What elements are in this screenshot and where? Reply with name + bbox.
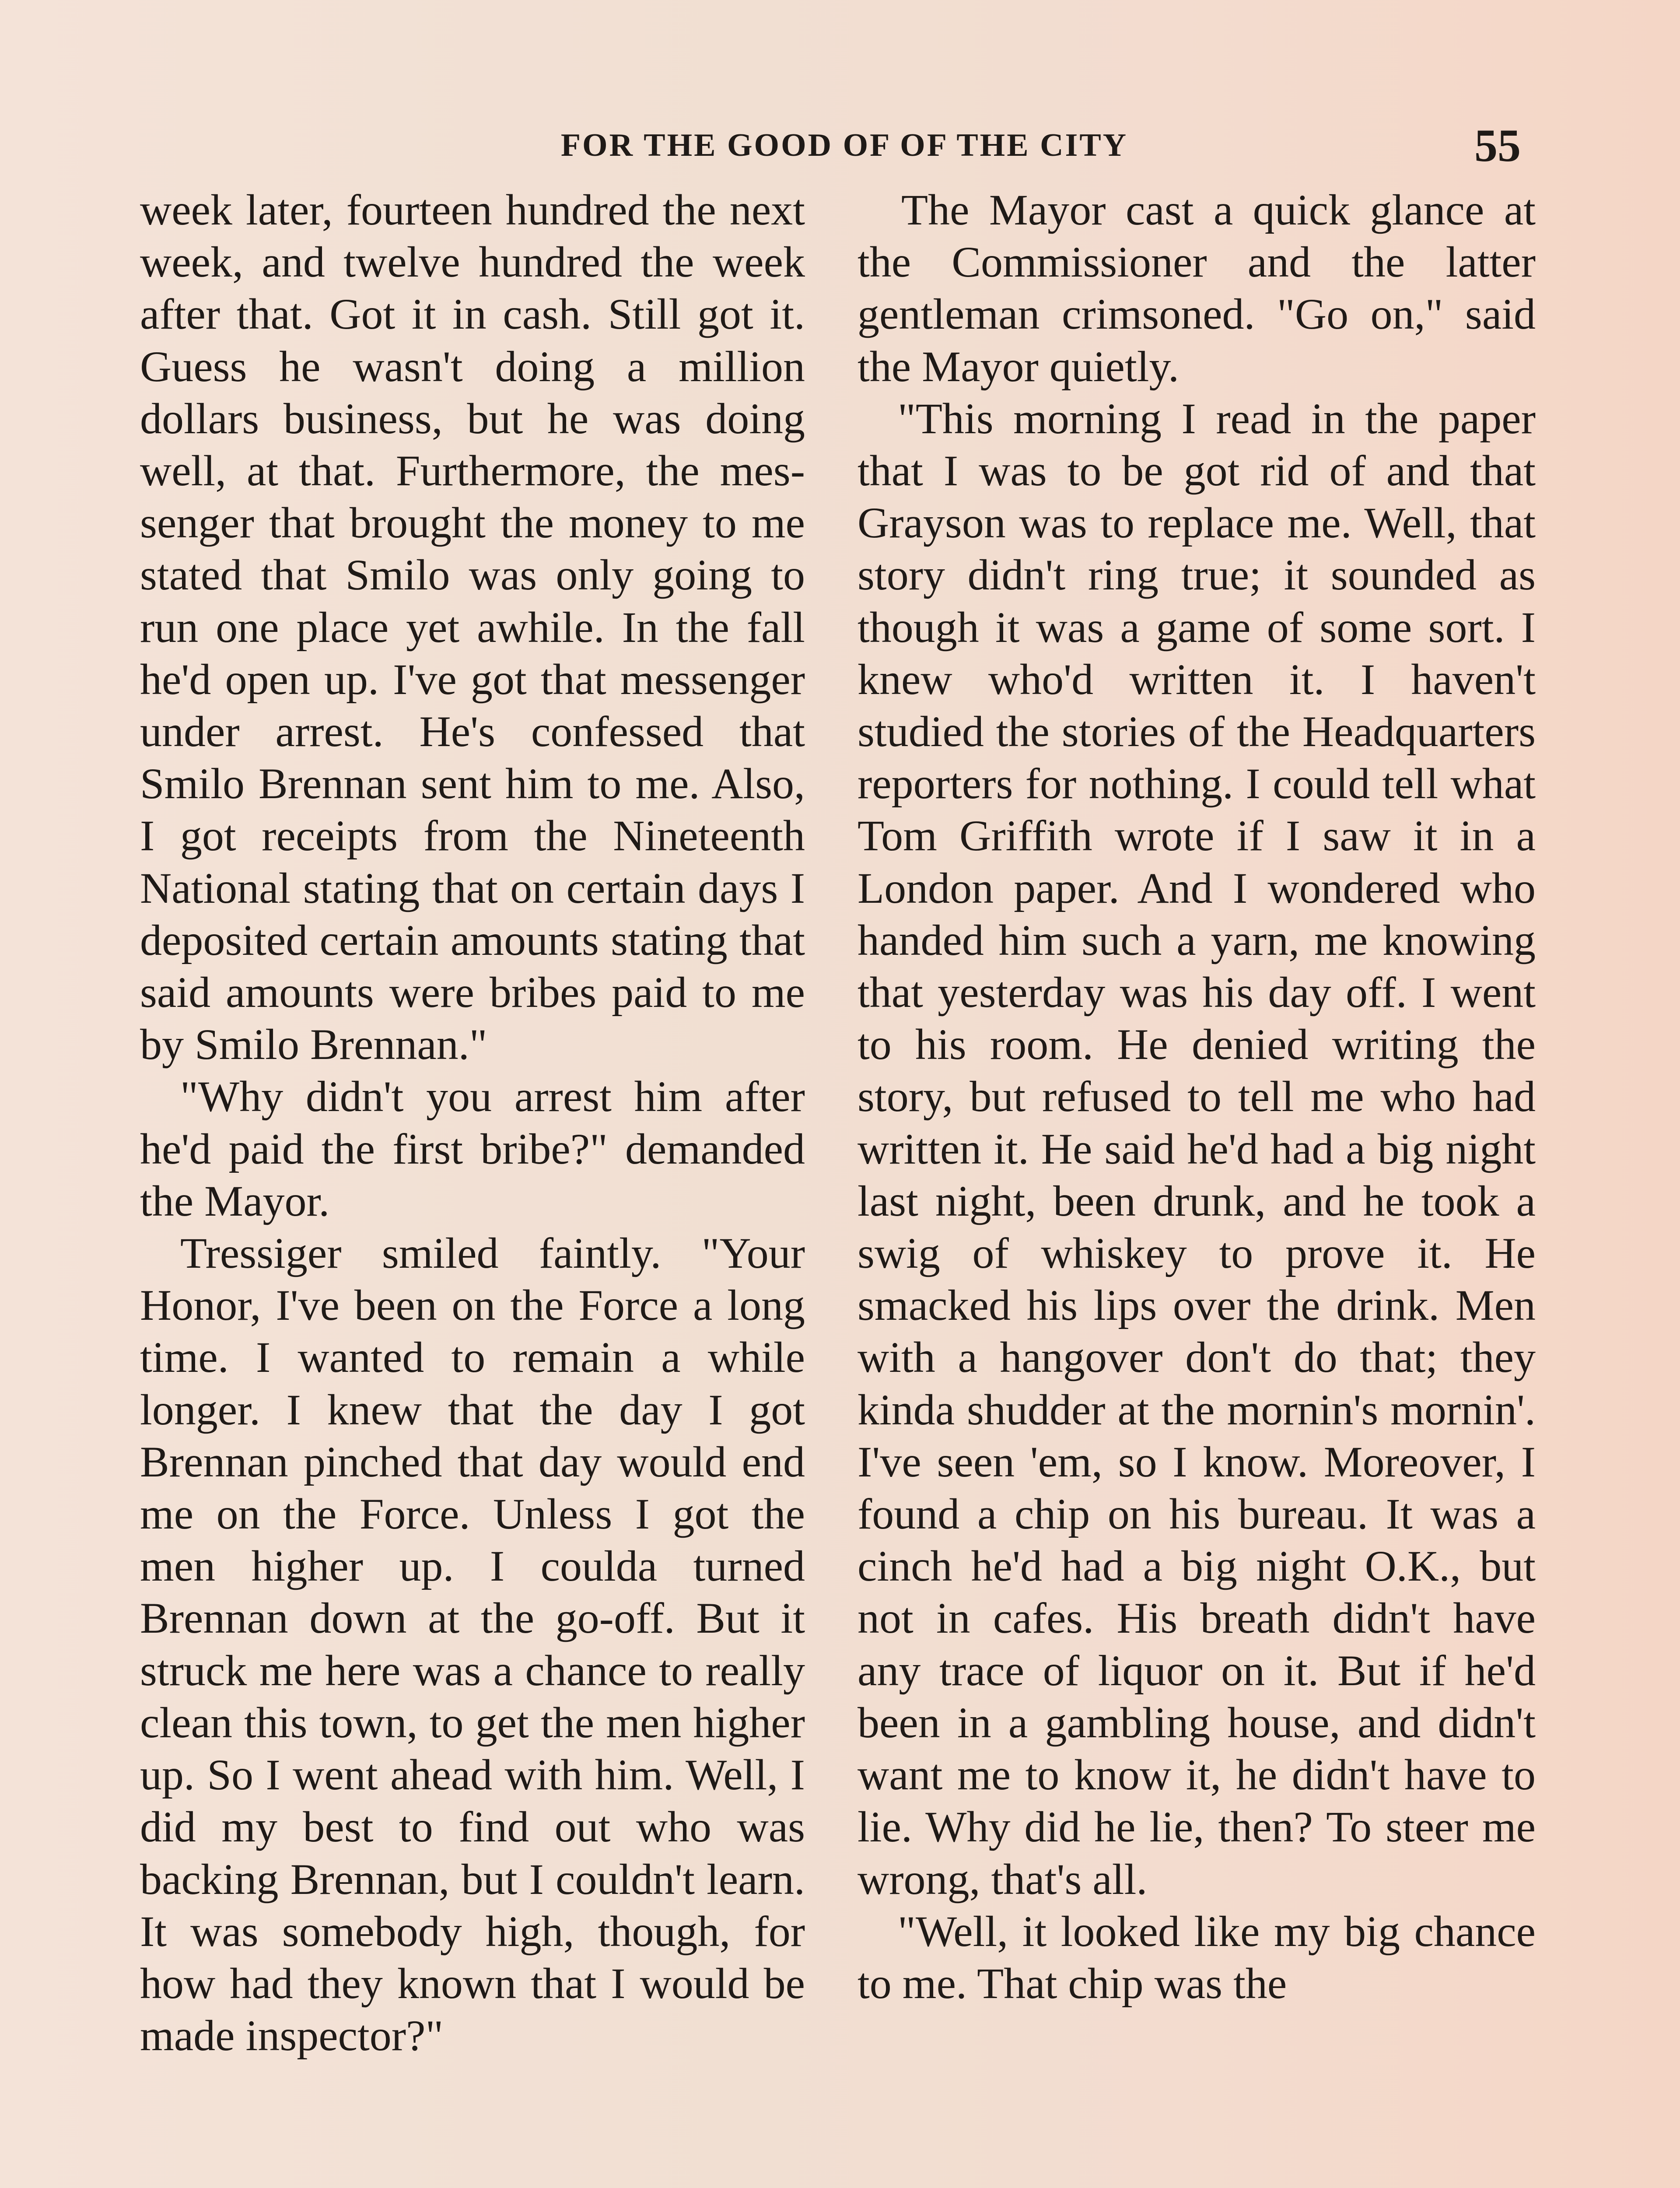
left-text-column (140, 184, 805, 2062)
paragraph: "This morning I read in the paper that I was to be got rid of and that Grayson was to replace me. Well, that story didn't ring true; it sounded as though it was a game of some sort. I knew who'd written it. I haven't studied the stories of the Headquarters reporters for nothing. I could tell what Tom Griffith wrote if I saw it in a London paper. And I wondered who handed him such a yarn, me knowing that yesterday was his day off. I went to his room. He denied writing the story, but refused to tell me who had written it. He said he'd had a big night last night, been drunk, and he took a swig of whiskey to prove it. He smacked his lips over the drink. Men with a hangover don't do that; they kinda shudder at the mornin's mornin'. I've seen 'em, so I know. Moreover, I found a chip on his bureau. It was a cinch he'd had a big night O.K., but not in cafes. His breath didn't have any trace of liquor on it. But if he'd been in a gambling house, and didn't want me to know it, he didn't have to lie. Why did he lie, then? To steer me wrong, that's all. (858, 394, 1536, 1904)
right-text-column (858, 184, 1536, 2009)
paragraph: "Well, it looked like my big chance to me. That chip was the (858, 1907, 1536, 2008)
running-title: FOR THE GOOD OF OF THE CITY (560, 127, 1128, 163)
paragraph: Tressiger smiled faintly. "Your Honor, I've been on the Force a long time. I wanted to remain a while longer. I knew that the day I got Brennan pinched that day would end me on the Force. Unless I got the men higher up. I coulda turned Brennan down at the go-off. But it struck me here was a chance to really clean this town, to get the men higher up. So I went ahead with him. Well, I did my best to find out who was backing Brennan, but I couldn't learn. It was somebody high, though, for how had they known that I would be made inspector?" (140, 1229, 805, 2060)
paragraph: The Mayor cast a quick glance at the Commissioner and the latter gentleman crimsoned. "Go on," said the Mayor quietly. (858, 186, 1536, 391)
page-number: 55 (1474, 120, 1521, 171)
paragraph: week later, fourteen hundred the next week, and twelve hundred the week after that. Got it in cash. Still got it. Guess he wasn't doing a million dollars business, but he was doing well, at that. Furthermore, the messenger that brought the money to me stated that Smilo was only going to run one place yet awhile. In the fall he'd open up. I've got that messenger under arrest. He's confessed that Smilo Brennan sent him to me. Also, I got receipts from the Nineteenth National stating that on certain days I deposited certain amounts stating that said amounts were bribes paid to me by Smilo Brennan." (140, 186, 805, 1069)
paragraph: "Why didn't you arrest him after he'd paid the first bribe?" demanded the Mayor. (140, 1072, 805, 1225)
